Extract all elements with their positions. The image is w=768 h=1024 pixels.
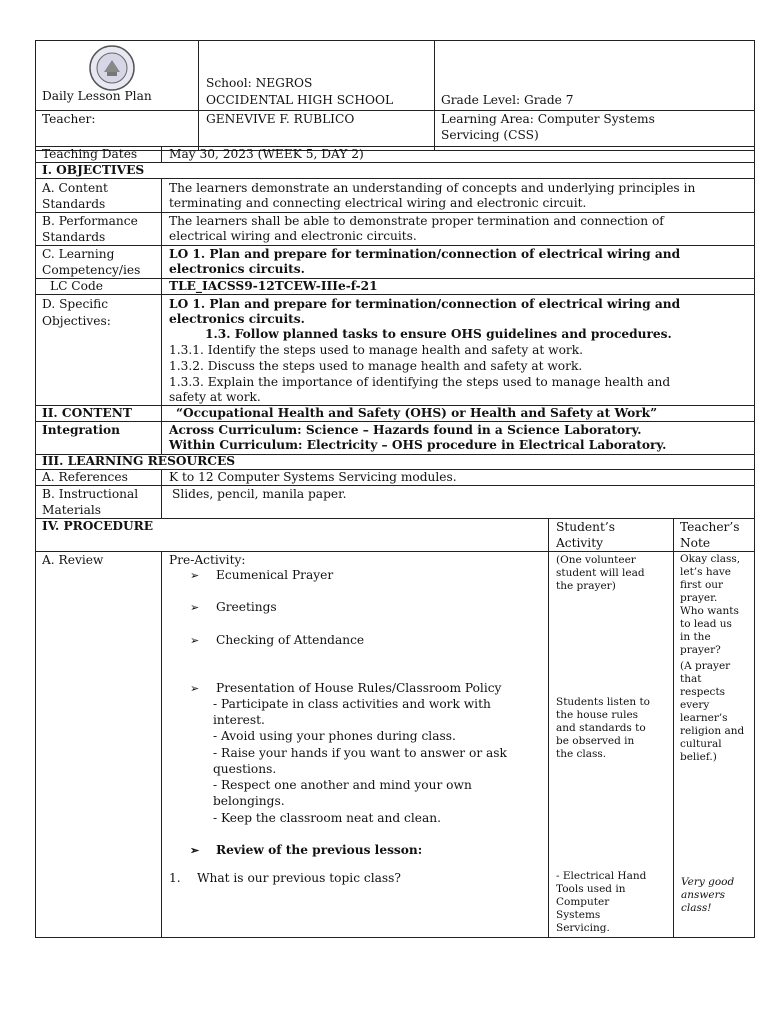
performance-standards-label-2: Standards xyxy=(42,230,106,244)
student-rules-5: the class. xyxy=(556,748,607,760)
objective-1-3-1: 1.3.1. Identify the steps used to manage health and safety at work. xyxy=(169,343,583,357)
rule-3a: - Raise your hands if you want to answer or ask xyxy=(213,746,507,760)
rule-1b: interest. xyxy=(213,713,265,727)
objective-1-3-3-a: 1.3.3. Explain the importance of identifying the steps used to manage health and xyxy=(169,375,671,389)
integration-within: Within Curriculum: Electricity – OHS procedure in Electrical Laboratory. xyxy=(169,438,667,452)
rule-4a: - Respect one another and mind your own xyxy=(213,778,472,792)
pre-activity-label: Pre-Activity: xyxy=(169,553,246,567)
teacher-prayer-note-6: religion and xyxy=(680,725,745,737)
procedure-heading: IV. PROCEDURE xyxy=(42,519,154,533)
content-standards-text-1: The learners demonstrate an understanding of concepts and underlying principles in xyxy=(169,181,696,195)
learning-area-line1: Learning Area: Computer Systems xyxy=(441,112,655,126)
teacher-prayer-note-2: that xyxy=(680,673,702,685)
teacher-good-1: Very good xyxy=(681,876,735,888)
rule-3b: questions. xyxy=(213,762,277,776)
content-heading: II. CONTENT xyxy=(42,406,132,420)
student-rules-3: and standards to xyxy=(556,722,646,734)
student-activity-header-1: Student’s xyxy=(556,520,615,534)
lc-code-label: LC Code xyxy=(50,279,103,293)
specific-lo-line-1: LO 1. Plan and prepare for termination/connection of electrical wiring and xyxy=(169,297,681,311)
learning-competency-text-1: LO 1. Plan and prepare for termination/connection of electrical wiring and xyxy=(169,247,681,261)
resources-heading: III. LEARNING RESOURCES xyxy=(42,454,236,468)
bullet-review-lesson: ➢ Review of the previous lesson: xyxy=(190,843,423,857)
specific-objectives-label-1: D. Specific xyxy=(42,297,109,311)
teacher-prayer-5: Who wants xyxy=(680,605,739,617)
deped-seal-icon xyxy=(88,44,136,92)
rule-4b: belongings. xyxy=(213,794,285,808)
teacher-good-2: answers xyxy=(681,889,726,901)
bullet-prayer: ➢ Ecumenical Prayer xyxy=(190,568,334,582)
student-answer-5: Servicing. xyxy=(556,922,610,934)
student-prayer-3: the prayer) xyxy=(556,580,616,592)
objective-1-3-3-b: safety at work. xyxy=(169,390,261,404)
learning-competency-text-2: electronics circuits. xyxy=(169,262,305,276)
question-1-number: 1. xyxy=(169,871,181,885)
references-label: A. References xyxy=(42,470,128,484)
content-standards-label-2: Standards xyxy=(42,197,106,211)
integration-label: Integration xyxy=(42,423,121,437)
integration-across: Across Curriculum: Science – Hazards found in a Science Laboratory. xyxy=(169,423,642,437)
arrow-bullet-icon: ➢ xyxy=(190,844,200,857)
teacher-prayer-8: prayer? xyxy=(680,644,721,656)
teacher-prayer-4: prayer. xyxy=(680,592,718,604)
content-title: “Occupational Health and Safety (OHS) or Health and Safety at Work” xyxy=(176,406,658,420)
performance-standards-label-1: B. Performance xyxy=(42,214,138,228)
school-name-line2: OCCIDENTAL HIGH SCHOOL xyxy=(206,93,394,107)
arrow-bullet-icon: ➢ xyxy=(190,682,200,695)
arrow-bullet-icon: ➢ xyxy=(190,634,200,647)
specific-sub-objective: 1.3. Follow planned tasks to ensure OHS guidelines and procedures. xyxy=(205,327,672,341)
teacher-prayer-note-7: cultural xyxy=(680,738,722,750)
performance-standards-text-2: electrical wiring and electronic circuits. xyxy=(169,229,417,243)
teacher-prayer-note-8: belief.) xyxy=(680,751,717,763)
specific-lo-line-2: electronics circuits. xyxy=(169,312,305,326)
teacher-good-3: class! xyxy=(681,902,712,914)
teacher-note-header-2: Note xyxy=(680,536,711,550)
teaching-dates-label: Teaching Dates xyxy=(42,147,138,161)
teacher-prayer-3: first our xyxy=(680,579,724,591)
rule-5: - Keep the classroom neat and clean. xyxy=(213,811,441,825)
teacher-prayer-note-4: every xyxy=(680,699,710,711)
teacher-label: Teacher: xyxy=(42,112,96,126)
student-rules-2: the house rules xyxy=(556,709,639,721)
teacher-prayer-note-3: respects xyxy=(680,686,726,698)
teacher-prayer-6: to lead us xyxy=(680,618,732,630)
bullet-attendance: ➢ Checking of Attendance xyxy=(190,633,365,647)
rule-1a: - Participate in class activities and work with xyxy=(213,697,491,711)
review-label: A. Review xyxy=(42,553,104,567)
lc-code-value: TLE_IACSS9-12TCEW-IIIe-f-21 xyxy=(169,279,378,293)
teacher-prayer-7: in the xyxy=(680,631,711,643)
arrow-bullet-icon: ➢ xyxy=(190,569,200,582)
teaching-dates-value: May 30, 2023 (WEEK 5, DAY 2) xyxy=(169,147,364,161)
objectives-heading: I. OBJECTIVES xyxy=(42,163,145,177)
objective-1-3-2: 1.3.2. Discuss the steps used to manage health and safety at work. xyxy=(169,359,583,373)
teacher-prayer-note-5: learner’s xyxy=(680,712,728,724)
references-value: K to 12 Computer Systems Servicing modules. xyxy=(169,470,457,484)
school-name-line1: School: NEGROS xyxy=(206,76,313,90)
content-standards-label-1: A. Content xyxy=(42,181,108,195)
grade-level: Grade Level: Grade 7 xyxy=(441,93,574,107)
student-answer-4: Systems xyxy=(556,909,601,921)
teacher-note-header-1: Teacher’s xyxy=(680,520,740,534)
bullet-greetings: ➢ Greetings xyxy=(190,600,277,614)
student-rules-4: be observed in xyxy=(556,735,635,747)
teacher-name: GENEVIVE F. RUBLICO xyxy=(206,112,355,126)
student-prayer-1: (One volunteer xyxy=(556,554,636,566)
teacher-prayer-note-1: (A prayer xyxy=(680,660,731,672)
performance-standards-text-1: The learners shall be able to demonstrate proper termination and connection of xyxy=(169,214,664,228)
learning-competency-label-2: Competency/ies xyxy=(42,263,141,277)
instructional-materials-label-1: B. Instructional xyxy=(42,487,139,501)
learning-competency-label-1: C. Learning xyxy=(42,247,115,261)
student-activity-header-2: Activity xyxy=(556,536,603,550)
instructional-materials-label-2: Materials xyxy=(42,503,101,517)
rule-2: - Avoid using your phones during class. xyxy=(213,729,456,743)
student-answer-1: - Electrical Hand xyxy=(556,870,647,882)
learning-area-line2: Servicing (CSS) xyxy=(441,128,539,142)
student-answer-3: Computer xyxy=(556,896,610,908)
bullet-house-rules: ➢ Presentation of House Rules/Classroom Policy xyxy=(190,681,502,695)
student-prayer-2: student will lead xyxy=(556,567,645,579)
content-standards-text-2: terminating and connecting electrical wiring and electronic circuit. xyxy=(169,196,587,210)
student-rules-1: Students listen to xyxy=(556,696,650,708)
student-answer-2: Tools used in xyxy=(556,883,626,895)
instructional-materials-value: Slides, pencil, manila paper. xyxy=(172,487,347,501)
arrow-bullet-icon: ➢ xyxy=(190,601,200,614)
specific-objectives-label-2: Objectives: xyxy=(42,314,111,328)
teacher-prayer-2: let’s have xyxy=(680,566,732,578)
plan-label: Daily Lesson Plan xyxy=(42,89,152,103)
question-1: What is our previous topic class? xyxy=(197,871,401,885)
teacher-prayer-1: Okay class, xyxy=(680,553,741,565)
